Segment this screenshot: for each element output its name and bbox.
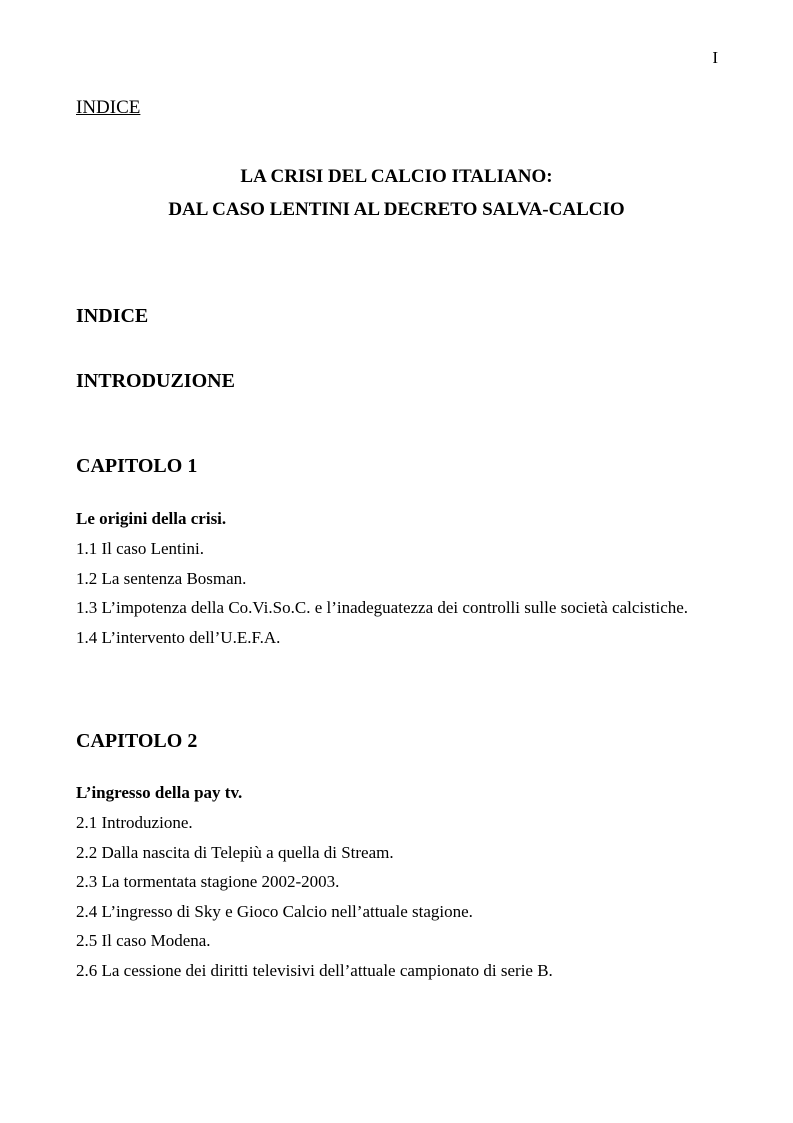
chapter-1-subtitle: Le origini della crisi. [76, 509, 227, 528]
page-number: I [712, 48, 718, 67]
toc-item: 2.1 Introduzione. [76, 813, 193, 832]
toc-item: 2.3 La tormentata stagione 2002-2003. [76, 872, 340, 891]
toc-item: 2.6 La cessione dei diritti televisivi dell’attuale campionato di serie B. [76, 960, 553, 980]
toc-item: 1.3 L’impotenza della Co.Vi.So.C. e l’inadeguatezza dei controlli sulle società calcistiche. [76, 598, 689, 617]
section-heading-introduzione: INTRODUZIONE [76, 370, 235, 392]
toc-item: 1.4 L’intervento dell’U.E.F.A. [76, 627, 281, 647]
section-heading-indice: INDICE [76, 305, 149, 327]
toc-item: 1.2 La sentenza Bosman. [76, 568, 247, 588]
chapter-2-heading: CAPITOLO 2 [76, 730, 198, 752]
chapter-2-toc [76, 812, 718, 989]
title-line-2: DAL CASO LENTINI AL DECRETO SALVA-CALCIO [168, 199, 625, 220]
document-title [0, 160, 793, 226]
toc-item: 2.5 Il caso Modena. [76, 931, 211, 950]
toc-item: 2.4 L’ingresso di Sky e Gioco Calcio nell’attuale stagione. [76, 901, 473, 921]
title-line-1: LA CRISI DEL CALCIO ITALIANO: [240, 166, 553, 187]
toc-item: 1.1 Il caso Lentini. [76, 539, 204, 558]
chapter-2-subtitle: L’ingresso della pay tv. [76, 783, 243, 802]
chapter-1-toc [76, 538, 718, 656]
chapter-1-heading: CAPITOLO 1 [76, 455, 198, 477]
index-link[interactable]: INDICE [76, 97, 141, 118]
toc-item: 2.2 Dalla nascita di Telepiù a quella di Stream. [76, 842, 394, 862]
